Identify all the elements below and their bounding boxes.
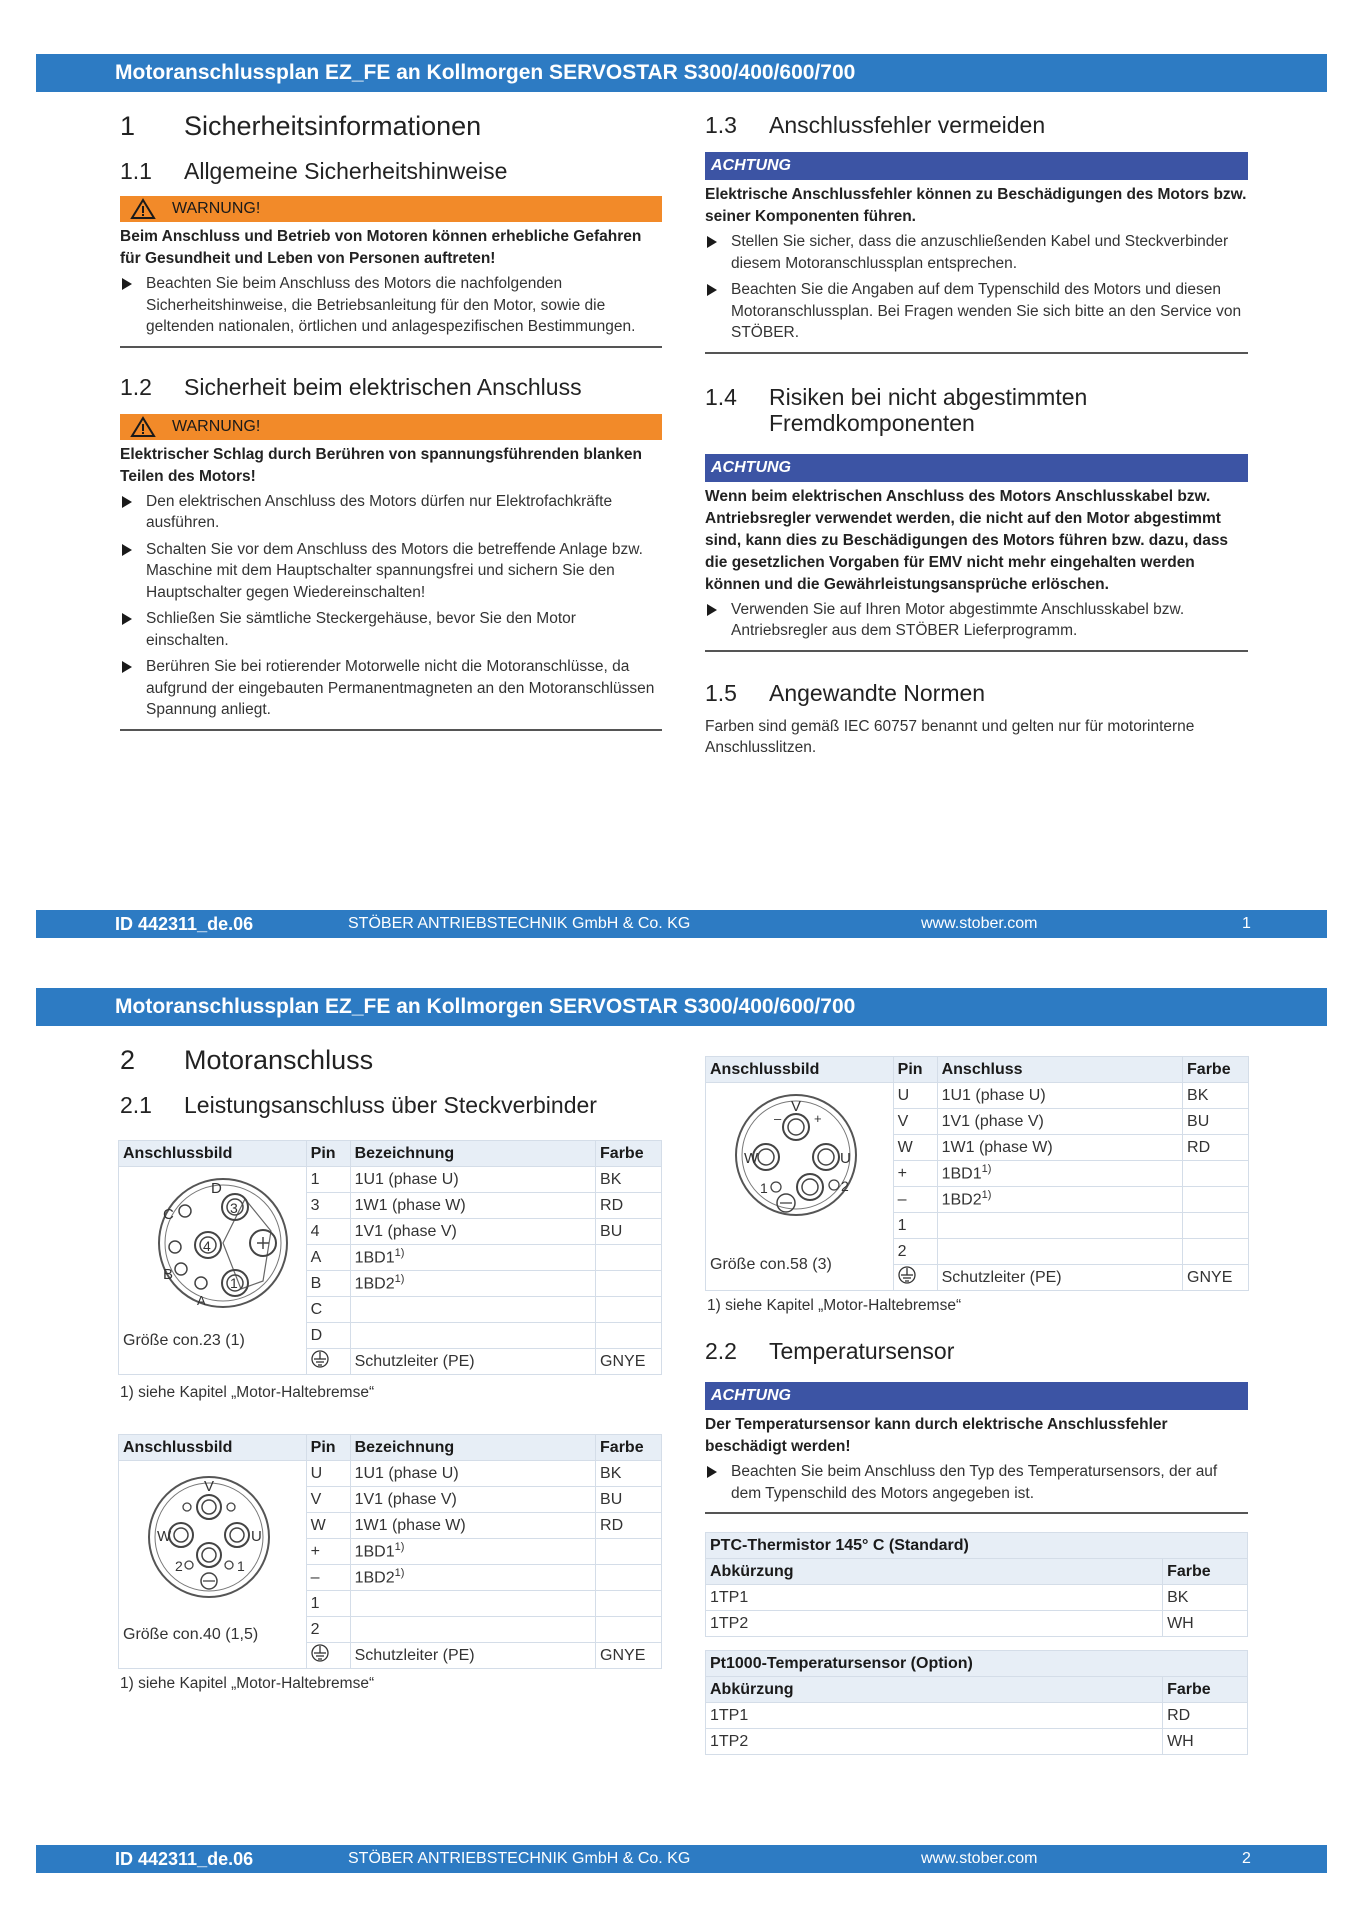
diagram-label: C <box>163 1206 174 1223</box>
diagram-label: W <box>157 1528 172 1545</box>
note-bar: ACHTUNG <box>705 1382 1248 1410</box>
table-header-row: Abkürzung Farbe <box>706 1677 1248 1703</box>
doc-id: ID 442311_de.06 <box>115 914 254 934</box>
table-row: Schutzleiter (PE) GNYE <box>119 1643 662 1669</box>
section-1-3-heading: 1.3 Anschlussfehler vermeiden <box>705 112 1046 138</box>
table-header-row: Abkürzung Farbe <box>706 1559 1248 1585</box>
doc-id: ID 442311_de.06 <box>115 1849 254 1869</box>
table-header-row: Anschlussbild Pin Bezeichnung Farbe <box>119 1141 662 1167</box>
note-block-1-4 <box>705 454 1248 652</box>
bullet-item: Berühren Sie bei rotierender Motorwelle nicht die Motoranschlüsse, da aufgrund der eingebauten Permanentmagneten an den Motoranschlüssen Spannung anliegt. <box>120 656 662 721</box>
bullet-item: Stellen Sie sicher, dass die anzuschließenden Kabel und Steckverbinder diesem Motoranschlussplan entsprechen. <box>705 231 1248 274</box>
warning-bar: WARNUNG! <box>120 196 662 222</box>
diagram-label: B <box>163 1266 174 1283</box>
connector-table-con58 <box>705 1056 1249 1291</box>
table-row: 1 <box>706 1213 1249 1239</box>
connector-table-con23 <box>118 1140 662 1375</box>
pt1000-table <box>705 1650 1248 1755</box>
diagram-label: A <box>197 1293 206 1308</box>
ground-icon <box>311 1350 329 1368</box>
page2-header-title: Motoranschlussplan EZ_FE an Kollmorgen SERVOSTAR S300/400/600/700 <box>115 995 856 1018</box>
connector-con58-diagram <box>710 1085 890 1235</box>
table-row: 2 <box>119 1617 662 1643</box>
warning-bar: WARNUNG! <box>120 414 662 440</box>
bullet-item: Schalten Sie vor dem Anschluss des Motors die betreffende Anlage bzw. Maschine mit dem Hauptschalter spannungsfrei und sichern Sie den Hauptschalter gegen Wiedereinschalten! <box>120 539 662 604</box>
connector-con23-diagram <box>123 1171 303 1321</box>
table-row: B 1BD2$^{1)}$ <box>119 1271 662 1297</box>
page-number: 2 <box>1242 1850 1251 1867</box>
bullet-item: Beachten Sie beim Anschluss den Typ des Temperatursensors, der auf dem Typenschild des Motors angegeben ist. <box>705 1461 1248 1504</box>
diagram-label: W <box>744 1150 759 1167</box>
connector-caption: Größe con.40 (1,5) <box>123 1626 259 1643</box>
note-bar: ACHTUNG <box>705 454 1248 482</box>
diagram-label: 2 <box>175 1558 183 1574</box>
table-row: + 1BD1$^{1)}$ <box>706 1161 1249 1187</box>
table-row: Schutzleiter (PE) GNYE <box>706 1265 1249 1291</box>
connector-caption: Größe con.23 (1) <box>123 1332 245 1349</box>
note-block-1-3 <box>705 152 1248 354</box>
connector-diagram-cell <box>119 1461 307 1669</box>
bullet-triangle-icon <box>122 544 132 556</box>
table-row: W 1W1 (phase W) RD <box>119 1513 662 1539</box>
page1-right-column <box>705 112 1248 759</box>
table-row: 1TP2 WH <box>706 1729 1248 1755</box>
diagram-label: U <box>251 1528 262 1545</box>
diagram-label: 1 <box>230 1275 238 1291</box>
note-text: Elektrische Anschlussfehler können zu Beschädigungen des Motors bzw. seiner Komponenten führen. <box>705 186 1247 225</box>
section-1-1-heading: 1.1 Allgemeine Sicherheitshinweise <box>120 158 508 184</box>
table-row: 1TP2 WH <box>706 1611 1248 1637</box>
diagram-label: 2 <box>841 1178 849 1194</box>
diagram-label: U <box>840 1150 851 1167</box>
note-text: Der Temperatursensor kann durch elektrische Anschlussfehler beschädigt werden! <box>705 1416 1168 1455</box>
table-row: 1TP1 RD <box>706 1703 1248 1729</box>
diagram-label: V <box>791 1098 802 1115</box>
connector-table-con40 <box>118 1434 662 1669</box>
diagram-label: D <box>211 1180 222 1197</box>
company-name: STÖBER ANTRIEBSTECHNIK GmbH & Co. KG <box>348 915 691 932</box>
section-1-heading: 1 Sicherheitsinformationen <box>120 111 482 141</box>
diagram-label: 4 <box>203 1238 211 1254</box>
note-block-2-2 <box>705 1382 1248 1514</box>
page2-header-band <box>36 988 1327 1026</box>
bullet-item: Den elektrischen Anschluss des Motors dürfen nur Elektrofachkräfte ausführen. <box>120 491 662 534</box>
diagram-label: 1 <box>237 1558 245 1574</box>
table-row: 1 <box>119 1591 662 1617</box>
section-2-2-heading: 2.2 Temperatursensor <box>705 1338 955 1364</box>
footnote: 1) siehe Kapitel „Motor-Haltebremse“ <box>707 1297 962 1314</box>
table-header-row: Anschlussbild Pin Bezeichnung Farbe <box>119 1435 662 1461</box>
warning-block-1-1 <box>120 196 662 348</box>
table-header-row: Anschlussbild Pin Anschluss Farbe <box>706 1057 1249 1083</box>
page1-footer-band <box>36 910 1327 938</box>
section-1-5-text: Farben sind gemäß IEC 60757 benannt und gelten nur für motorinterne Anschlusslitzen. <box>705 717 1195 756</box>
table-row: V W U 2 1 Größe con.40 (1,5) U 1U1 (phase U) BK <box>119 1461 662 1487</box>
bullet-triangle-icon <box>122 278 132 290</box>
ground-icon <box>311 1644 329 1662</box>
table-row: – 1BD2$^{1)}$ <box>706 1187 1249 1213</box>
connector-caption: Größe con.58 (3) <box>710 1256 832 1273</box>
connector-diagram-cell <box>706 1083 894 1291</box>
bullet-item: Beachten Sie beim Anschluss des Motors die nachfolgenden Sicherheitshinweise, die Betriebsanleitung für den Motor, sowie die geltenden nationalen, örtlichen und anlagespezifischen Bestimmungen. <box>120 273 662 338</box>
table-row: – 1BD2$^{1)}$ <box>119 1565 662 1591</box>
table-title-row: Pt1000-Temperatursensor (Option) <box>706 1651 1248 1677</box>
warning-triangle-icon <box>130 198 156 220</box>
warning-text: Beim Anschluss und Betrieb von Motoren können erhebliche Gefahren für Gesundheit und Leben von Personen auftreten! <box>120 228 642 267</box>
bullet-triangle-icon <box>707 284 717 296</box>
ground-icon <box>898 1266 916 1284</box>
connector-diagram-cell <box>119 1167 307 1375</box>
table-row: + 1BD1$^{1)}$ <box>119 1539 662 1565</box>
table-row: D <box>119 1323 662 1349</box>
page2-footer-band <box>36 1845 1327 1873</box>
table-title-row: PTC-Thermistor 145° C (Standard) <box>706 1533 1248 1559</box>
company-name: STÖBER ANTRIEBSTECHNIK GmbH & Co. KG <box>348 1850 691 1867</box>
table-row: C <box>119 1297 662 1323</box>
table-row: 4 1V1 (phase V) BU <box>119 1219 662 1245</box>
bullet-triangle-icon <box>122 613 132 625</box>
bullet-triangle-icon <box>122 496 132 508</box>
bullet-item: Schließen Sie sämtliche Steckergehäuse, bevor Sie den Motor einschalten. <box>120 608 662 651</box>
table-row: Schutzleiter (PE) GNYE <box>119 1349 662 1375</box>
bullet-item: Verwenden Sie auf Ihren Motor abgestimmte Anschlusskabel bzw. Antriebsregler aus dem STÖBER Lieferprogramm. <box>705 599 1248 642</box>
section-1-5-heading: 1.5 Angewandte Normen <box>705 679 986 706</box>
section-1-2-heading: 1.2 Sicherheit beim elektrischen Anschluss <box>120 373 582 400</box>
footnote: 1) siehe Kapitel „Motor-Haltebremse“ <box>120 1384 375 1401</box>
bullet-triangle-icon <box>122 661 132 673</box>
page-number: 1 <box>1242 915 1251 932</box>
diagram-label: 1 <box>760 1180 768 1196</box>
warning-text: Elektrischer Schlag durch Berühren von spannungsführenden blanken Teilen des Motors! <box>120 445 642 485</box>
diagram-label: V <box>204 1478 215 1495</box>
bullet-triangle-icon <box>707 236 717 248</box>
diagram-minus-label: – <box>774 1111 782 1126</box>
section-1-4-heading: 1.4 Risiken bei nicht abgestimmten Fremdkomponenten <box>705 383 1088 436</box>
note-text: Wenn beim elektrischen Anschluss des Motors Anschlusskabel bzw. Antriebsregler verwendet werden, die nicht auf den Motor abgestimmt sind, kann dies zu Beschädigungen des Motors führen bzw. dazu, dass die gesetzlichen Vorgaben für EMV nicht mehr eingehalten werden können und die Gewährleistungsansprüche erlöschen. <box>705 487 1229 593</box>
ptc-table <box>705 1532 1248 1637</box>
table-row: 1TP1 BK <box>706 1585 1248 1611</box>
diagram-plus-label: + <box>814 1111 822 1126</box>
table-row: A 1BD1$^{1)}$ <box>119 1245 662 1271</box>
section-2-heading: 2 Motoranschluss <box>120 1045 374 1075</box>
connector-con40-diagram <box>123 1465 303 1615</box>
table-row: V 1V1 (phase V) BU <box>119 1487 662 1513</box>
table-row: D 3 C 4 B A 1 Größe con.23 (1) 1 1U1 (phase U) BK <box>119 1167 662 1193</box>
bullet-triangle-icon <box>707 1466 717 1478</box>
section-2-1-heading: 2.1 Leistungsanschluss über Steckverbinder <box>120 1092 597 1118</box>
warning-triangle-icon <box>130 416 156 438</box>
warning-block-1-2 <box>120 414 662 731</box>
website-link[interactable]: www.stober.com <box>921 915 1038 932</box>
diagram-label: 3 <box>230 1200 238 1216</box>
table-row: 2 <box>706 1239 1249 1265</box>
page2-left-column <box>120 1040 662 1118</box>
page1-header-title: Motoranschlussplan EZ_FE an Kollmorgen SERVOSTAR S300/400/600/700 <box>115 61 856 84</box>
page1-left-column <box>120 106 662 731</box>
bullet-triangle-icon <box>707 604 717 616</box>
section-2-2 <box>705 1338 1248 1514</box>
page1-header-band <box>36 54 1327 92</box>
website-link[interactable]: www.stober.com <box>921 1850 1038 1867</box>
footnote: 1) siehe Kapitel „Motor-Haltebremse“ <box>120 1675 375 1692</box>
bullet-item: Beachten Sie die Angaben auf dem Typenschild des Motors und diesen Motoranschlussplan. Bei Fragen wenden Sie sich bitte an den Service von STÖBER. <box>705 279 1248 344</box>
table-row: – + V W U 1 2 Größe con.58 (3) U 1U1 (phase U) BK <box>706 1083 1249 1109</box>
table-row: 3 1W1 (phase W) RD <box>119 1193 662 1219</box>
table-row: V 1V1 (phase V) BU <box>706 1109 1249 1135</box>
table-row: W 1W1 (phase W) RD <box>706 1135 1249 1161</box>
note-bar: ACHTUNG <box>705 152 1248 180</box>
